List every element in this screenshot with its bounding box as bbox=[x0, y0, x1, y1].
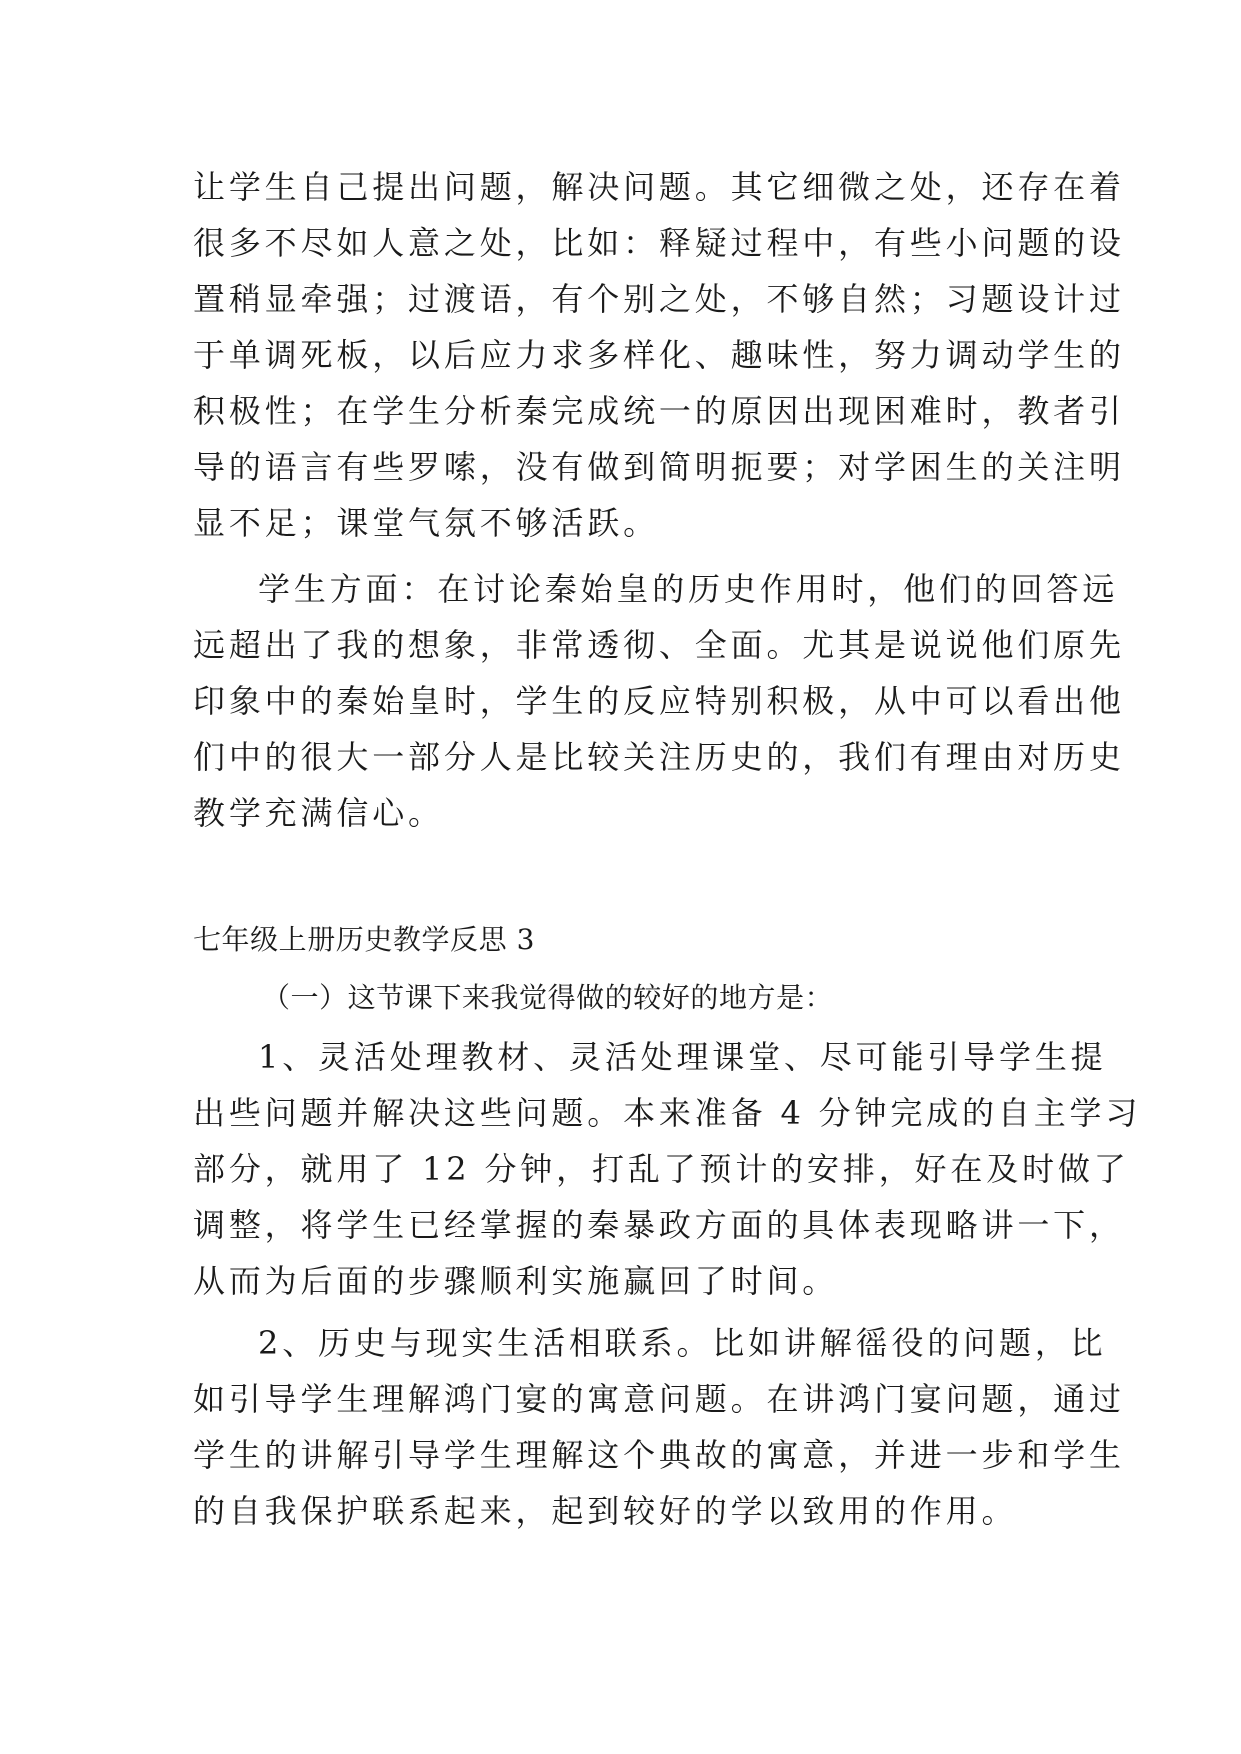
paragraph-line: 调整，将学生已经掌握的秦暴政方面的具体表现略讲一下， bbox=[193, 1206, 1125, 1244]
paragraph-line: 导的语言有些罗嗦，没有做到简明扼要；对学困生的关注明 bbox=[193, 448, 1125, 486]
paragraph-line: 的自我保护联系起来，起到较好的学以致用的作用。 bbox=[193, 1492, 1018, 1530]
paragraph-line: 很多不尽如人意之处，比如：释疑过程中，有些小问题的设 bbox=[193, 224, 1125, 262]
paragraph-line: 让学生自己提出问题，解决问题。其它细微之处，还存在着 bbox=[193, 168, 1125, 206]
paragraph-line: 如引导学生理解鸿门宴的寓意问题。在讲鸿门宴问题，通过 bbox=[193, 1380, 1125, 1418]
paragraph-line: 显不足；课堂气氛不够活跃。 bbox=[193, 504, 659, 542]
paragraph-line: 于单调死板，以后应力求多样化、趣味性，努力调动学生的 bbox=[193, 336, 1125, 374]
paragraph-line: 学生方面：在讨论秦始皇的历史作用时，他们的回答远 bbox=[258, 570, 1119, 608]
paragraph-line: 教学充满信心。 bbox=[193, 794, 444, 832]
paragraph-line: 学生的讲解引导学生理解这个典故的寓意，并进一步和学生 bbox=[193, 1436, 1125, 1474]
subheading: （一）这节课下来我觉得做的较好的地方是： bbox=[262, 981, 834, 1014]
section-title: 七年级上册历史教学反思 3 bbox=[193, 923, 535, 956]
paragraph-line: 们中的很大一部分人是比较关注历史的，我们有理由对历史 bbox=[193, 738, 1125, 776]
paragraph-line: 置稍显牵强；过渡语，有个别之处，不够自然；习题设计过 bbox=[193, 280, 1125, 318]
paragraph-line: 印象中的秦始皇时，学生的反应特别积极，从中可以看出他 bbox=[193, 682, 1125, 720]
paragraph-line: 从而为后面的步骤顺利实施赢回了时间。 bbox=[193, 1262, 839, 1300]
paragraph-line: 1、灵活处理教材、灵活处理课堂、尽可能引导学生提 bbox=[258, 1038, 1107, 1076]
paragraph-line: 2、历史与现实生活相联系。比如讲解徭役的问题，比 bbox=[258, 1324, 1107, 1362]
paragraph-line: 积极性；在学生分析秦完成统一的原因出现困难时，教者引 bbox=[193, 392, 1125, 430]
paragraph-line: 出些问题并解决这些问题。本来准备 4 分钟完成的自主学习 bbox=[193, 1094, 1142, 1132]
paragraph-line: 远超出了我的想象，非常透彻、全面。尤其是说说他们原先 bbox=[193, 626, 1125, 664]
paragraph-line: 部分，就用了 12 分钟，打乱了预计的安排，好在及时做了 bbox=[193, 1150, 1130, 1188]
